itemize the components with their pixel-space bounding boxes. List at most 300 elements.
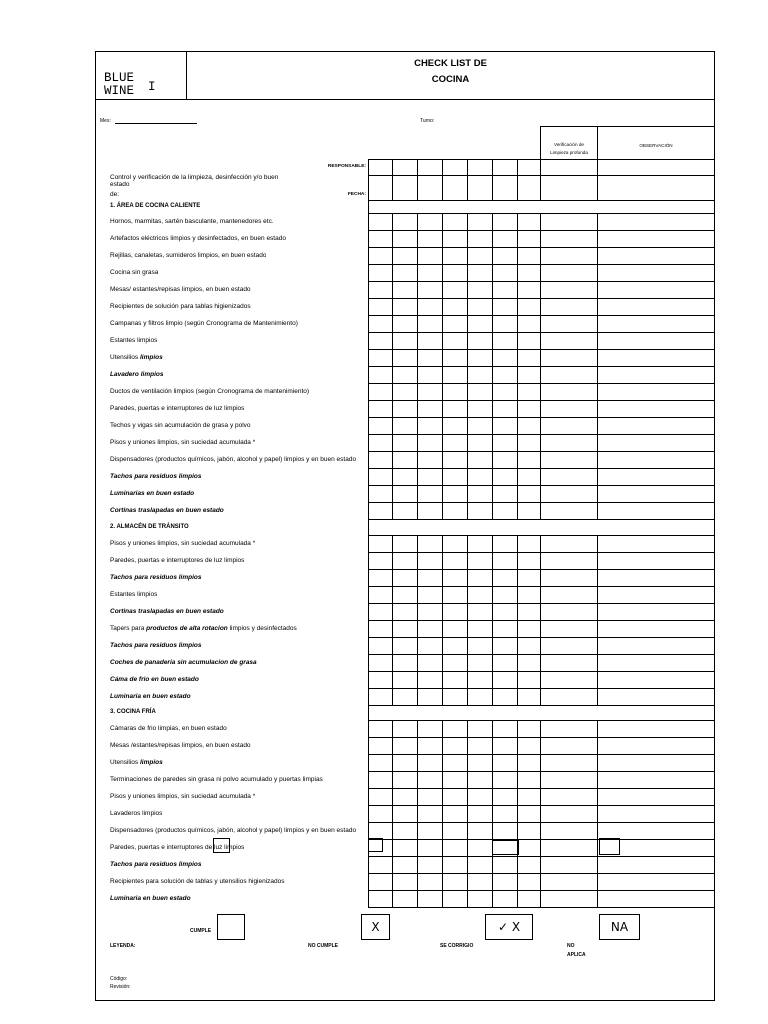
check-cell[interactable]	[467, 486, 492, 502]
check-cell[interactable]	[417, 570, 442, 586]
check-cell[interactable]	[442, 587, 467, 603]
check-cell[interactable]	[417, 333, 442, 349]
check-cell[interactable]	[442, 570, 467, 586]
check-cell[interactable]	[517, 367, 540, 383]
check-cell[interactable]	[492, 823, 517, 839]
deep-clean-cell[interactable]	[540, 857, 597, 873]
check-cell[interactable]	[368, 486, 392, 502]
check-cell[interactable]	[442, 367, 467, 383]
observation-cell[interactable]	[597, 570, 714, 586]
check-cell[interactable]	[492, 282, 517, 298]
check-cell[interactable]	[492, 299, 517, 315]
observation-cell[interactable]	[597, 689, 714, 705]
observation-cell[interactable]	[597, 350, 714, 366]
check-cell[interactable]	[392, 248, 417, 264]
check-cell[interactable]	[368, 435, 392, 451]
check-cell[interactable]	[442, 553, 467, 569]
check-cell[interactable]	[417, 214, 442, 230]
check-cell[interactable]	[442, 418, 467, 434]
check-cell[interactable]	[492, 452, 517, 468]
check-cell[interactable]	[517, 672, 540, 688]
check-cell[interactable]	[467, 231, 492, 247]
check-cell[interactable]	[492, 672, 517, 688]
check-cell[interactable]	[368, 570, 392, 586]
deep-clean-cell[interactable]	[540, 503, 597, 519]
check-cell[interactable]	[492, 604, 517, 620]
check-cell[interactable]	[517, 621, 540, 637]
check-cell[interactable]	[417, 553, 442, 569]
check-cell[interactable]	[368, 604, 392, 620]
check-cell[interactable]	[368, 503, 392, 519]
check-cell[interactable]	[492, 367, 517, 383]
check-cell[interactable]	[492, 721, 517, 737]
observation-cell[interactable]	[597, 621, 714, 637]
check-cell[interactable]	[417, 857, 442, 873]
check-cell[interactable]	[442, 789, 467, 805]
check-cell[interactable]	[392, 689, 417, 705]
check-cell[interactable]	[392, 160, 417, 175]
check-cell[interactable]	[417, 789, 442, 805]
check-cell[interactable]	[442, 874, 467, 890]
deep-clean-cell[interactable]	[540, 486, 597, 502]
check-cell[interactable]	[492, 248, 517, 264]
check-cell[interactable]	[517, 469, 540, 485]
check-cell[interactable]	[368, 418, 392, 434]
check-cell[interactable]	[368, 772, 392, 788]
check-cell[interactable]	[392, 570, 417, 586]
check-cell[interactable]	[467, 160, 492, 175]
check-cell[interactable]	[492, 655, 517, 671]
form-checkbox[interactable]	[492, 840, 519, 855]
check-cell[interactable]	[392, 282, 417, 298]
check-cell[interactable]	[368, 655, 392, 671]
check-cell[interactable]	[417, 316, 442, 332]
check-cell[interactable]	[467, 536, 492, 552]
check-cell[interactable]	[368, 452, 392, 468]
check-cell[interactable]	[442, 891, 467, 907]
check-cell[interactable]	[517, 176, 540, 200]
check-cell[interactable]	[492, 553, 517, 569]
deep-clean-cell[interactable]	[540, 738, 597, 754]
deep-clean-cell[interactable]	[540, 418, 597, 434]
check-cell[interactable]	[467, 469, 492, 485]
deep-clean-cell[interactable]	[540, 536, 597, 552]
check-cell[interactable]	[467, 176, 492, 200]
check-cell[interactable]	[368, 621, 392, 637]
check-cell[interactable]	[368, 891, 392, 907]
check-cell[interactable]	[467, 806, 492, 822]
check-cell[interactable]	[417, 721, 442, 737]
check-cell[interactable]	[517, 587, 540, 603]
check-cell[interactable]	[467, 755, 492, 771]
check-cell[interactable]	[467, 638, 492, 654]
check-cell[interactable]	[392, 401, 417, 417]
check-cell[interactable]	[492, 418, 517, 434]
check-cell[interactable]	[368, 638, 392, 654]
deep-clean-cell[interactable]	[540, 604, 597, 620]
check-cell[interactable]	[368, 789, 392, 805]
check-cell[interactable]	[467, 401, 492, 417]
check-cell[interactable]	[442, 160, 467, 175]
observation-cell[interactable]	[597, 823, 714, 839]
check-cell[interactable]	[417, 655, 442, 671]
observation-cell[interactable]	[597, 469, 714, 485]
check-cell[interactable]	[392, 655, 417, 671]
check-cell[interactable]	[368, 469, 392, 485]
check-cell[interactable]	[417, 418, 442, 434]
check-cell[interactable]	[517, 452, 540, 468]
check-cell[interactable]	[517, 418, 540, 434]
observation-cell[interactable]	[597, 231, 714, 247]
check-cell[interactable]	[392, 469, 417, 485]
check-cell[interactable]	[492, 316, 517, 332]
observation-cell[interactable]	[597, 452, 714, 468]
check-cell[interactable]	[517, 265, 540, 281]
check-cell[interactable]	[492, 503, 517, 519]
check-cell[interactable]	[392, 604, 417, 620]
check-cell[interactable]	[417, 755, 442, 771]
check-cell[interactable]	[368, 874, 392, 890]
check-cell[interactable]	[368, 755, 392, 771]
check-cell[interactable]	[368, 160, 392, 175]
deep-clean-cell[interactable]	[540, 755, 597, 771]
check-cell[interactable]	[442, 350, 467, 366]
check-cell[interactable]	[417, 772, 442, 788]
deep-clean-cell[interactable]	[540, 248, 597, 264]
observation-cell[interactable]	[597, 384, 714, 400]
deep-clean-cell[interactable]	[540, 160, 597, 175]
deep-clean-cell[interactable]	[540, 689, 597, 705]
check-cell[interactable]	[417, 806, 442, 822]
check-cell[interactable]	[442, 604, 467, 620]
check-cell[interactable]	[392, 299, 417, 315]
check-cell[interactable]	[392, 789, 417, 805]
check-cell[interactable]	[417, 176, 442, 200]
check-cell[interactable]	[492, 772, 517, 788]
check-cell[interactable]	[517, 384, 540, 400]
check-cell[interactable]	[492, 789, 517, 805]
deep-clean-cell[interactable]	[540, 570, 597, 586]
check-cell[interactable]	[517, 401, 540, 417]
check-cell[interactable]	[492, 806, 517, 822]
check-cell[interactable]	[392, 214, 417, 230]
check-cell[interactable]	[492, 384, 517, 400]
check-cell[interactable]	[417, 282, 442, 298]
check-cell[interactable]	[417, 874, 442, 890]
check-cell[interactable]	[467, 738, 492, 754]
check-cell[interactable]	[442, 536, 467, 552]
check-cell[interactable]	[417, 384, 442, 400]
check-cell[interactable]	[517, 840, 540, 856]
observation-cell[interactable]	[597, 638, 714, 654]
deep-clean-cell[interactable]	[540, 435, 597, 451]
check-cell[interactable]	[492, 570, 517, 586]
check-cell[interactable]	[392, 891, 417, 907]
check-cell[interactable]	[517, 231, 540, 247]
deep-clean-cell[interactable]	[540, 282, 597, 298]
check-cell[interactable]	[417, 248, 442, 264]
deep-clean-cell[interactable]	[540, 176, 597, 200]
observation-cell[interactable]	[597, 248, 714, 264]
check-cell[interactable]	[392, 823, 417, 839]
observation-cell[interactable]	[597, 401, 714, 417]
check-cell[interactable]	[392, 755, 417, 771]
observation-cell[interactable]	[597, 721, 714, 737]
check-cell[interactable]	[517, 823, 540, 839]
check-cell[interactable]	[467, 299, 492, 315]
check-cell[interactable]	[392, 176, 417, 200]
check-cell[interactable]	[442, 176, 467, 200]
check-cell[interactable]	[467, 689, 492, 705]
check-cell[interactable]	[517, 503, 540, 519]
deep-clean-cell[interactable]	[540, 587, 597, 603]
check-cell[interactable]	[442, 435, 467, 451]
check-cell[interactable]	[368, 857, 392, 873]
check-cell[interactable]	[392, 874, 417, 890]
check-cell[interactable]	[492, 160, 517, 175]
check-cell[interactable]	[417, 891, 442, 907]
check-cell[interactable]	[368, 333, 392, 349]
check-cell[interactable]	[368, 282, 392, 298]
check-cell[interactable]	[442, 333, 467, 349]
check-cell[interactable]	[517, 350, 540, 366]
check-cell[interactable]	[492, 231, 517, 247]
observation-cell[interactable]	[597, 604, 714, 620]
check-cell[interactable]	[467, 789, 492, 805]
check-cell[interactable]	[417, 823, 442, 839]
deep-clean-cell[interactable]	[540, 214, 597, 230]
check-cell[interactable]	[442, 823, 467, 839]
check-cell[interactable]	[442, 384, 467, 400]
check-cell[interactable]	[442, 638, 467, 654]
check-cell[interactable]	[392, 435, 417, 451]
month-field[interactable]	[115, 123, 197, 124]
check-cell[interactable]	[392, 738, 417, 754]
observation-cell[interactable]	[597, 772, 714, 788]
check-cell[interactable]	[467, 553, 492, 569]
check-cell[interactable]	[467, 604, 492, 620]
check-cell[interactable]	[392, 316, 417, 332]
check-cell[interactable]	[492, 176, 517, 200]
form-checkbox[interactable]	[599, 838, 620, 855]
check-cell[interactable]	[467, 570, 492, 586]
check-cell[interactable]	[517, 214, 540, 230]
check-cell[interactable]	[467, 857, 492, 873]
check-cell[interactable]	[492, 214, 517, 230]
check-cell[interactable]	[517, 316, 540, 332]
check-cell[interactable]	[417, 299, 442, 315]
observation-cell[interactable]	[597, 503, 714, 519]
observation-cell[interactable]	[597, 418, 714, 434]
deep-clean-cell[interactable]	[540, 316, 597, 332]
observation-cell[interactable]	[597, 367, 714, 383]
check-cell[interactable]	[417, 350, 442, 366]
check-cell[interactable]	[467, 452, 492, 468]
observation-cell[interactable]	[597, 553, 714, 569]
check-cell[interactable]	[368, 806, 392, 822]
deep-clean-cell[interactable]	[540, 840, 597, 856]
deep-clean-cell[interactable]	[540, 350, 597, 366]
check-cell[interactable]	[442, 806, 467, 822]
observation-cell[interactable]	[597, 857, 714, 873]
check-cell[interactable]	[442, 316, 467, 332]
check-cell[interactable]	[392, 638, 417, 654]
deep-clean-cell[interactable]	[540, 655, 597, 671]
check-cell[interactable]	[517, 553, 540, 569]
check-cell[interactable]	[442, 772, 467, 788]
check-cell[interactable]	[417, 401, 442, 417]
check-cell[interactable]	[467, 721, 492, 737]
check-cell[interactable]	[467, 265, 492, 281]
deep-clean-cell[interactable]	[540, 891, 597, 907]
check-cell[interactable]	[517, 689, 540, 705]
check-cell[interactable]	[368, 384, 392, 400]
check-cell[interactable]	[442, 248, 467, 264]
check-cell[interactable]	[442, 721, 467, 737]
check-cell[interactable]	[368, 367, 392, 383]
check-cell[interactable]	[368, 214, 392, 230]
deep-clean-cell[interactable]	[540, 672, 597, 688]
check-cell[interactable]	[368, 265, 392, 281]
check-cell[interactable]	[467, 282, 492, 298]
check-cell[interactable]	[442, 655, 467, 671]
check-cell[interactable]	[442, 672, 467, 688]
check-cell[interactable]	[517, 536, 540, 552]
check-cell[interactable]	[417, 536, 442, 552]
check-cell[interactable]	[417, 738, 442, 754]
observation-cell[interactable]	[597, 265, 714, 281]
observation-cell[interactable]	[597, 672, 714, 688]
check-cell[interactable]	[368, 231, 392, 247]
check-cell[interactable]	[392, 265, 417, 281]
check-cell[interactable]	[517, 857, 540, 873]
check-cell[interactable]	[392, 806, 417, 822]
check-cell[interactable]	[442, 401, 467, 417]
check-cell[interactable]	[467, 772, 492, 788]
check-cell[interactable]	[368, 738, 392, 754]
deep-clean-cell[interactable]	[540, 638, 597, 654]
check-cell[interactable]	[517, 638, 540, 654]
check-cell[interactable]	[368, 316, 392, 332]
check-cell[interactable]	[417, 638, 442, 654]
observation-cell[interactable]	[597, 214, 714, 230]
check-cell[interactable]	[492, 621, 517, 637]
check-cell[interactable]	[517, 891, 540, 907]
check-cell[interactable]	[492, 638, 517, 654]
check-cell[interactable]	[492, 689, 517, 705]
check-cell[interactable]	[442, 503, 467, 519]
check-cell[interactable]	[517, 806, 540, 822]
check-cell[interactable]	[368, 350, 392, 366]
check-cell[interactable]	[392, 536, 417, 552]
check-cell[interactable]	[517, 333, 540, 349]
check-cell[interactable]	[442, 857, 467, 873]
deep-clean-cell[interactable]	[540, 823, 597, 839]
check-cell[interactable]	[467, 350, 492, 366]
check-cell[interactable]	[368, 176, 392, 200]
check-cell[interactable]	[417, 469, 442, 485]
check-cell[interactable]	[417, 231, 442, 247]
deep-clean-cell[interactable]	[540, 265, 597, 281]
deep-clean-cell[interactable]	[540, 469, 597, 485]
check-cell[interactable]	[417, 621, 442, 637]
check-cell[interactable]	[517, 604, 540, 620]
observation-cell[interactable]	[597, 333, 714, 349]
deep-clean-cell[interactable]	[540, 384, 597, 400]
check-cell[interactable]	[517, 655, 540, 671]
check-cell[interactable]	[467, 435, 492, 451]
check-cell[interactable]	[492, 755, 517, 771]
check-cell[interactable]	[517, 435, 540, 451]
check-cell[interactable]	[467, 655, 492, 671]
check-cell[interactable]	[392, 367, 417, 383]
check-cell[interactable]	[517, 738, 540, 754]
observation-cell[interactable]	[597, 536, 714, 552]
check-cell[interactable]	[417, 840, 442, 856]
check-cell[interactable]	[368, 587, 392, 603]
check-cell[interactable]	[467, 823, 492, 839]
observation-cell[interactable]	[597, 316, 714, 332]
deep-clean-cell[interactable]	[540, 721, 597, 737]
check-cell[interactable]	[442, 486, 467, 502]
deep-clean-cell[interactable]	[540, 452, 597, 468]
check-cell[interactable]	[392, 721, 417, 737]
check-cell[interactable]	[517, 486, 540, 502]
check-cell[interactable]	[392, 503, 417, 519]
check-cell[interactable]	[442, 840, 467, 856]
check-cell[interactable]	[517, 570, 540, 586]
check-cell[interactable]	[492, 401, 517, 417]
check-cell[interactable]	[442, 299, 467, 315]
check-cell[interactable]	[467, 621, 492, 637]
check-cell[interactable]	[467, 672, 492, 688]
check-cell[interactable]	[417, 689, 442, 705]
check-cell[interactable]	[467, 384, 492, 400]
check-cell[interactable]	[368, 721, 392, 737]
observation-cell[interactable]	[597, 655, 714, 671]
check-cell[interactable]	[492, 265, 517, 281]
deep-clean-cell[interactable]	[540, 401, 597, 417]
check-cell[interactable]	[392, 621, 417, 637]
check-cell[interactable]	[517, 755, 540, 771]
check-cell[interactable]	[392, 418, 417, 434]
check-cell[interactable]	[492, 891, 517, 907]
observation-cell[interactable]	[597, 891, 714, 907]
observation-cell[interactable]	[597, 160, 714, 175]
observation-cell[interactable]	[597, 738, 714, 754]
check-cell[interactable]	[368, 401, 392, 417]
check-cell[interactable]	[467, 587, 492, 603]
check-cell[interactable]	[442, 452, 467, 468]
check-cell[interactable]	[417, 435, 442, 451]
check-cell[interactable]	[368, 248, 392, 264]
observation-cell[interactable]	[597, 806, 714, 822]
check-cell[interactable]	[517, 721, 540, 737]
check-cell[interactable]	[492, 486, 517, 502]
check-cell[interactable]	[467, 333, 492, 349]
check-cell[interactable]	[392, 772, 417, 788]
check-cell[interactable]	[467, 418, 492, 434]
observation-cell[interactable]	[597, 486, 714, 502]
check-cell[interactable]	[492, 874, 517, 890]
observation-cell[interactable]	[597, 282, 714, 298]
check-cell[interactable]	[368, 553, 392, 569]
check-cell[interactable]	[417, 160, 442, 175]
check-cell[interactable]	[467, 874, 492, 890]
check-cell[interactable]	[492, 469, 517, 485]
check-cell[interactable]	[467, 367, 492, 383]
deep-clean-cell[interactable]	[540, 874, 597, 890]
